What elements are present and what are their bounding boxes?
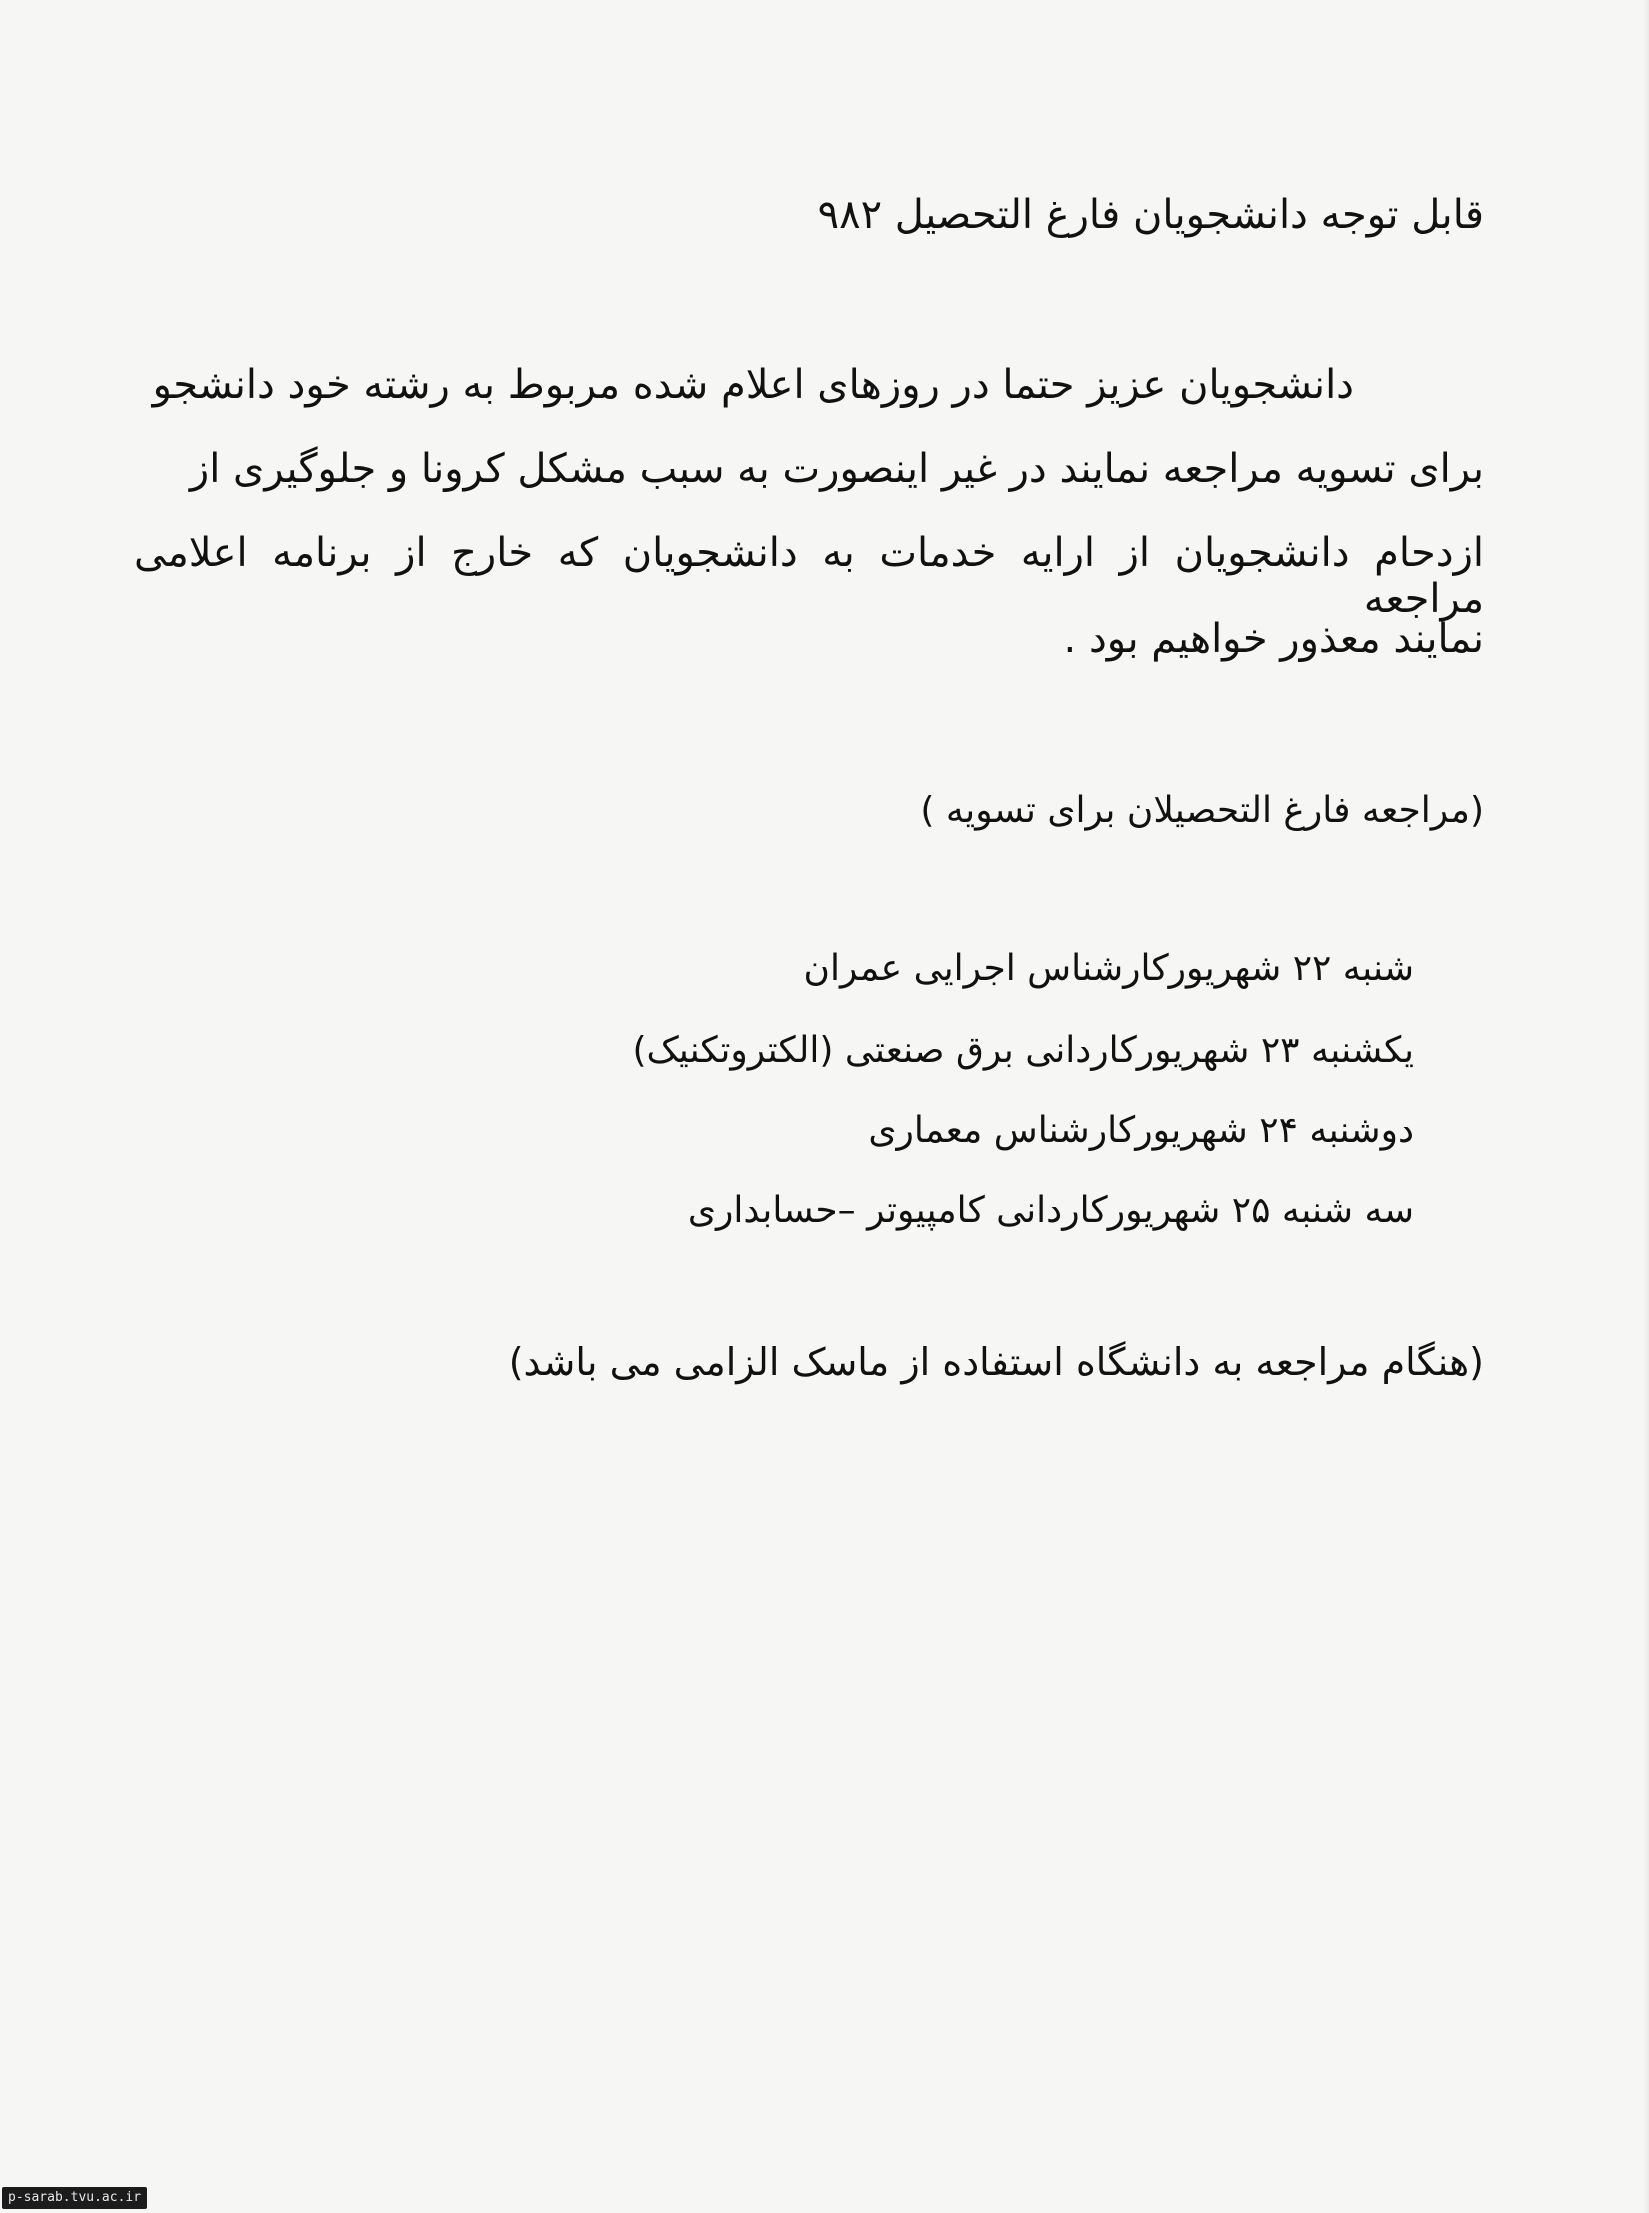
schedule-date: دوشنبه ۲۴ شهریور: [1135, 1110, 1414, 1151]
schedule-row: [632, 1030, 1484, 1071]
schedule-program: کارشناس معماری: [868, 1110, 1136, 1151]
mask-requirement-note: (هنگام مراجعه به دانشگاه استفاده از ماسک الزامی می باشد): [508, 1340, 1484, 1384]
schedule-subheading: (مراجعه فارغ التحصیلان برای تسویه ): [920, 790, 1484, 831]
schedule-program: کاردانی برق صنعتی (الکتروتکنیک): [632, 1030, 1137, 1071]
schedule-date: شنبه ۲۲ شهریور: [1168, 948, 1414, 989]
schedule-row: [688, 1190, 1484, 1231]
schedule-row: [868, 1110, 1484, 1151]
paragraph-line-4: نمایند معذور خواهیم بود .: [1063, 616, 1484, 662]
document-title: قابل توجه دانشجویان فارغ التحصیل ۹۸۲: [817, 192, 1484, 238]
paragraph-line-2: برای تسویه مراجعه نمایند در غیر اینصورت به سبب مشکل کرونا و جلوگیری از: [189, 446, 1484, 492]
schedule-program: کارشناس اجرایی عمران: [803, 948, 1169, 989]
schedule-date: یکشنبه ۲۳ شهریور: [1136, 1030, 1414, 1071]
paragraph-line-3: ازدحام دانشجویان از ارایه خدمات به دانشجویان که خارج از برنامه اعلامی مراجعه: [134, 530, 1484, 622]
paragraph-line-1: دانشجویان عزیز حتما در روزهای اعلام شده مربوط به رشته خود دانشجو: [152, 362, 1354, 408]
site-watermark: p-sarab.tvu.ac.ir: [2, 2187, 147, 2209]
schedule-row: [804, 948, 1484, 989]
page-edge-shadow: [1643, 0, 1649, 2213]
schedule-date: سه شنبه ۲۵ شهریور: [1107, 1190, 1414, 1231]
schedule-program: کاردانی کامپیوتر –حسابداری: [687, 1190, 1108, 1231]
